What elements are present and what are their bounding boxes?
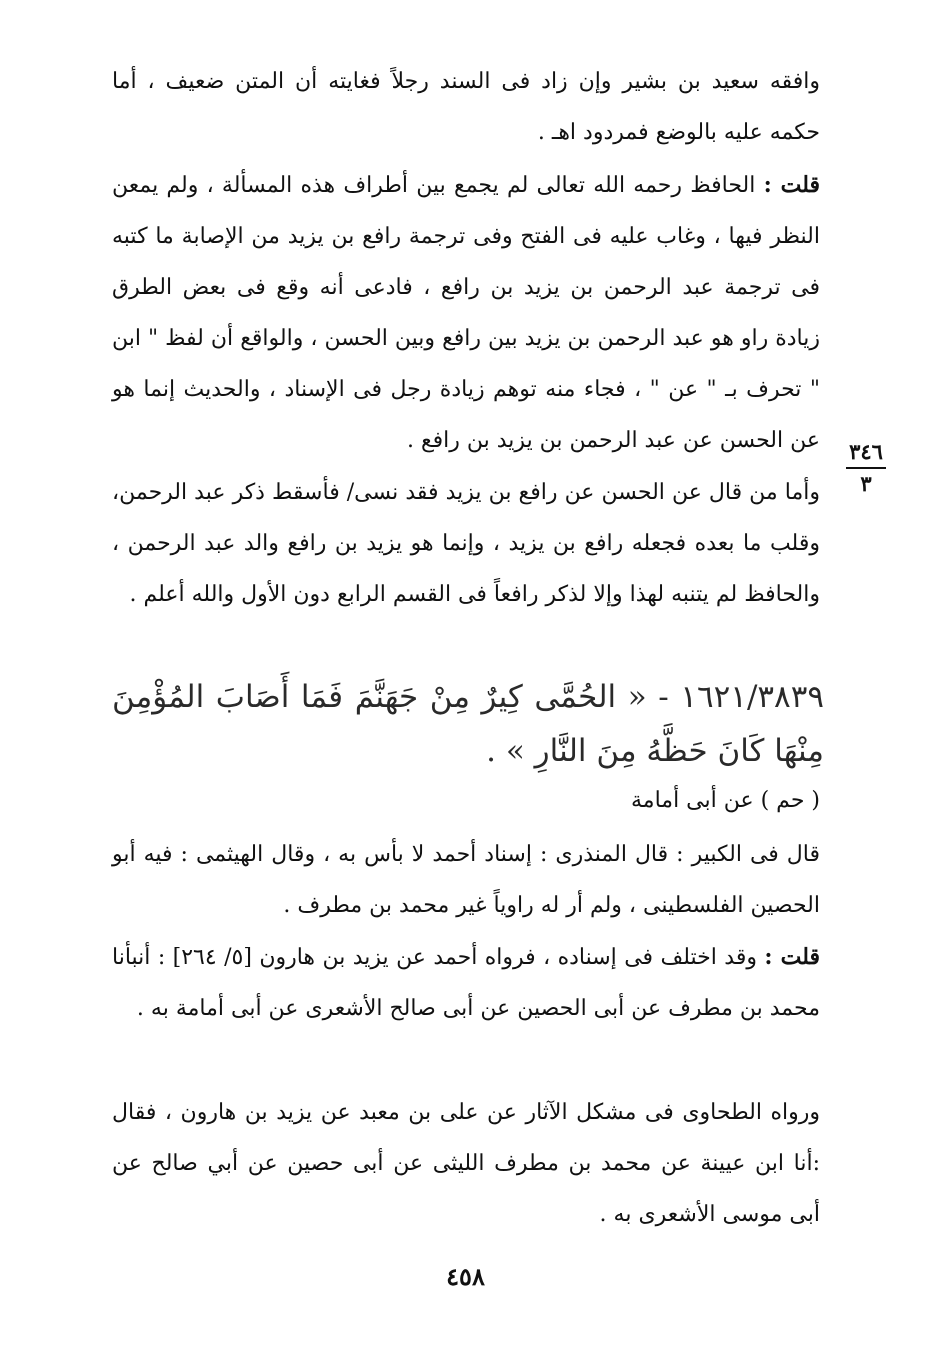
margin-reference-top: ٣٤٦ [849,439,883,464]
paragraph-6 [112,932,820,1034]
paragraph-2-text [112,160,820,466]
paragraph-3-text: وأما من قال عن الحسن عن رافع بن يزيد فقد نسى/ فأسقط ذكر عبد الرحمن، وقلب ما بعده فجعله رافع بن يزيد ، وإنما هو يزيد بن رافع والد عبد الرحمن ، والحافظ لم يتنبه لهذا وإلا لذكر رافعاً فى القسم الرابع دون الأول والله أعلم . [112,480,820,607]
paragraph-5-text: قال فى الكبير : قال المنذرى : إسناد أحمد لا بأس به ، وقال الهيثمى : فيه أبو الحصين الفلسطينى ، ولم أر له راوياً غير محمد بن مطرف . [112,842,820,918]
margin-reference-bottom: ٣ [860,471,872,496]
paragraph-1 [112,56,820,158]
qultu-label: قلت : [763,172,820,198]
paragraph-1-text: وافقه سعيد بن بشير وإن زاد فى السند رجلاً فغايته أن المتن ضعيف ، أما حكمه عليه بالوضع فمردود اهـ . [112,69,820,145]
paragraph-4 [112,775,820,826]
paragraph-7 [112,1087,820,1240]
paragraph-5 [112,829,820,931]
margin-volume-reference [836,440,896,496]
paragraph-7-text: ورواه الطحاوى فى مشكل الآثار عن على بن معبد عن يزيد بن هارون ، فقال :أنا ابن عيينة عن محمد بن مطرف الليثى عن أبى حصين عن أبي صالح عن أبى موسى الأشعرى به . [112,1100,820,1227]
source-attribution: ( حم ) عن أبى أمامة [631,788,820,813]
qultu-label: قلت : [764,944,820,970]
margin-reference-rule [846,467,886,469]
paragraph-6-body: وقد اختلف فى إسناده ، فرواه أحمد عن يزيد بن هارون [٥/ ٢٦٤] : أنبأنا محمد بن مطرف عن أبى الحصين عن أبى صالح الأشعرى عن أبى أمامة به . [112,945,820,1021]
paragraph-2 [112,160,820,466]
hadith-text: ١٦٢١/٣٨٣٩ - « الحُمَّى كِيرٌ مِنْ جَهَنَّمَ فَمَا أَصَابَ المُؤْمِنَ مِنْهَا كَانَ حَظَّهُ مِنَ النَّارِ » . [112,679,824,769]
page-number: ٤٥٨ [446,1262,485,1291]
paragraph-2-body: الحافظ رحمه الله تعالى لم يجمع بين أطراف هذه المسألة ، ولم يمعن النظر فيها ، وغاب عليه فى الفتح وفى ترجمة رافع بن يزيد من الإصابة ما كتبه فى ترجمة عبد الرحمن بن يزيد بن رافع ، فادعى أنه وقع فى بعض الطرق زيادة راو هو عبد الرحمن بن يزيد بين رافع وبين الحسن ، والواقع أن لفظ " ابن " تحرف بـ " عن " ، فجاء منه توهم زيادة رجل فى الإسناد ، والحديث إنما هو عن الحسن عن عبد الرحمن بن يزيد بن رافع . [112,173,820,453]
paragraph-3 [112,467,820,620]
paragraph-6-text [112,932,820,1034]
